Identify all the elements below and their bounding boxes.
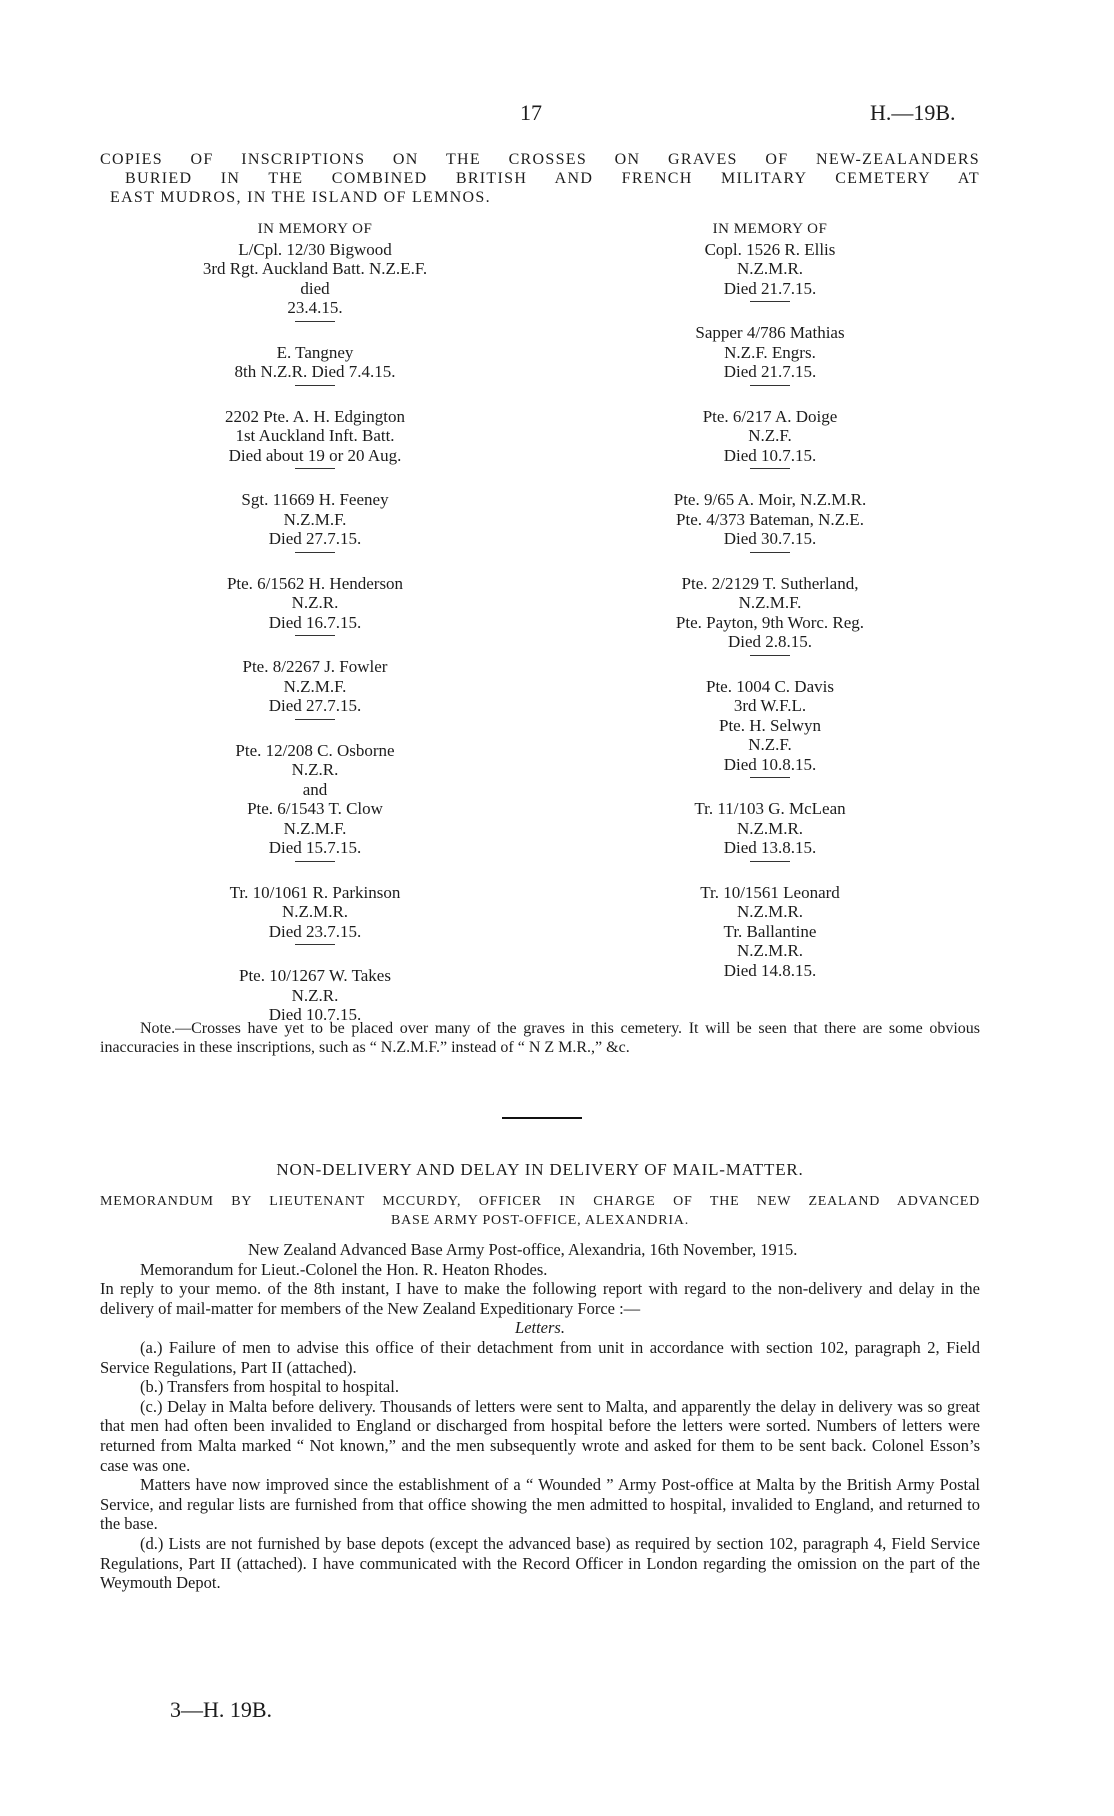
- left-inscriptions-column: [170, 220, 460, 1025]
- memo-intro: In reply to your memo. of the 8th instant, I have to make the following report with regard to the non-delivery and delay in the delivery of mail-matter for members of the New Zealand Expeditionary Force :—: [100, 1279, 980, 1318]
- inscription-line: 3rd W.F.L.: [733, 696, 807, 715]
- entry-gap: [625, 659, 915, 677]
- entry-gap: [625, 389, 915, 407]
- inscription-entry: [170, 240, 460, 318]
- inscription-entry: [625, 883, 915, 981]
- inscription-line: N.Z.M.F.: [283, 818, 347, 838]
- inscription-entry: [625, 799, 915, 858]
- right-inscriptions-column: [625, 220, 915, 980]
- entry-gap: [170, 865, 460, 883]
- memo-paragraph-a: (a.) Failure of men to advise this office of their detachment from unit in accordance with section 102, paragraph 2, Field Service Regulations, Part II (attached).: [100, 1337, 980, 1377]
- entry-separator: [295, 719, 335, 720]
- inscription-line: died: [300, 278, 330, 298]
- inscription-line: Died 14.8.15.: [723, 960, 817, 980]
- inscription-line: N.Z.R.: [291, 985, 339, 1005]
- inscription-line: Copl. 1526 R. Ellis: [704, 239, 836, 259]
- signature-mark: 3—H. 19B.: [170, 1697, 273, 1722]
- entry-separator: [750, 385, 790, 386]
- inscription-line: Died 21.7.15.: [723, 362, 817, 381]
- inscription-line: N.Z.M.R.: [281, 902, 349, 921]
- inscription-entry: [170, 883, 460, 942]
- inscription-entry: [625, 574, 915, 652]
- entry-separator: [295, 944, 335, 945]
- entry-gap: [170, 556, 460, 574]
- inscription-list: [170, 240, 460, 1025]
- entry-separator: [295, 552, 335, 553]
- entry-gap: [170, 472, 460, 490]
- memo-paragraph-b: (b.) Transfers from hospital to hospital.: [140, 1377, 399, 1397]
- report-reference: H.—19B.: [870, 100, 956, 125]
- inscription-entry: [170, 574, 460, 633]
- column-heading: IN MEMORY OF: [712, 221, 828, 237]
- memo-paragraph-d: (d.) Lists are not furnished by base depots (except the advanced base) as required by section 102, paragraph 4, Field Service Regulations, Part II (attached). I have communicated with the Record Officer in London regarding the omission on the part of the Weymouth Depot.: [100, 1533, 980, 1593]
- inscription-entry: [170, 657, 460, 716]
- inscription-line: N.Z.M.F.: [283, 509, 347, 529]
- entry-separator: [295, 861, 335, 862]
- byline-line-1: MEMORANDUM BY LIEUTENANT MCCURDY, OFFICER IN CHARGE OF THE NEW ZEALAND ADVANCED: [100, 1194, 980, 1209]
- inscription-line: Died 27.7.15.: [268, 529, 362, 548]
- inscription-line: Pte. 6/217 A. Doige: [702, 406, 838, 426]
- inscription-line: 8th N.Z.R. Died 7.4.15.: [234, 362, 396, 381]
- memorandum-body: [100, 1240, 980, 1593]
- inscription-line: Died 10.7.15.: [268, 1005, 362, 1024]
- inscription-line: Pte. 4/373 Bateman, N.Z.E.: [676, 509, 864, 529]
- inscription-entry: [625, 240, 915, 299]
- entry-separator: [750, 552, 790, 553]
- inscription-line: Pte. 6/1543 T. Clow: [247, 799, 383, 818]
- memo-dateline: New Zealand Advanced Base Army Post-office, Alexandria, 16th November, 1915.: [248, 1240, 798, 1259]
- inscription-line: and: [302, 779, 328, 799]
- entry-gap: [170, 639, 460, 657]
- heading-line-3: EAST MUDROS, IN THE ISLAND OF LEMNOS.: [110, 189, 491, 206]
- inscription-line: Tr. 11/103 G. McLean: [694, 799, 846, 818]
- entry-gap: [625, 556, 915, 574]
- entry-separator: [295, 635, 335, 636]
- entry-separator: [295, 468, 335, 469]
- inscription-line: Sapper 4/786 Mathias: [695, 323, 845, 342]
- section-title: NON-DELIVERY AND DELAY IN DELIVERY OF MAIL-MATTER.: [276, 1160, 804, 1179]
- inscription-line: Pte. 6/1562 H. Henderson: [226, 573, 404, 593]
- memo-addressee: Memorandum for Lieut.-Colonel the Hon. R. Heaton Rhodes.: [140, 1259, 548, 1279]
- column-heading: IN MEMORY OF: [257, 221, 373, 237]
- page-number: 17: [520, 100, 542, 125]
- inscription-line: Died 30.7.15.: [723, 529, 817, 548]
- inscription-line: Died 10.7.15.: [723, 445, 817, 465]
- inscription-entry: [170, 343, 460, 382]
- inscription-entry: [625, 490, 915, 549]
- inscription-line: Died 23.7.15.: [268, 921, 362, 941]
- byline-line-2: BASE ARMY POST-OFFICE, ALEXANDRIA.: [390, 1213, 690, 1228]
- entry-gap: [170, 723, 460, 741]
- inscription-line: N.Z.M.R.: [736, 259, 804, 278]
- inscription-entry: [170, 966, 460, 1025]
- inscription-line: Tr. 10/1561 Leonard: [700, 882, 840, 902]
- heading-line-2: BURIED IN THE COMBINED BRITISH AND FRENCH MILITARY CEMETERY AT: [125, 170, 980, 187]
- entry-separator: [750, 468, 790, 469]
- inscription-line: Died 2.8.15.: [727, 632, 813, 651]
- inscription-line: N.Z.F. Engrs.: [724, 342, 816, 362]
- entry-gap: [625, 305, 915, 323]
- memo-paragraph-matters: Matters have now improved since the establishment of a “ Wounded ” Army Post-office at Malta by the British Army Postal Service, and regular lists are furnished from that office showing the men admitted to hospital, invalided to England, and returned to the base.: [100, 1475, 980, 1534]
- inscription-line: Sgt. 11669 H. Feeney: [241, 490, 389, 509]
- inscription-line: Died about 19 or 20 Aug.: [228, 445, 402, 465]
- inscription-line: N.Z.F.: [748, 426, 792, 445]
- inscription-line: N.Z.M.R.: [736, 902, 804, 921]
- inscription-line: Pte. 8/2267 J. Fowler: [242, 657, 388, 676]
- inscription-line: Died 10.8.15.: [723, 754, 817, 774]
- entry-gap: [170, 948, 460, 966]
- entry-separator: [750, 655, 790, 656]
- memo-subheading: Letters.: [515, 1318, 565, 1338]
- memorandum-byline: [100, 1192, 980, 1230]
- entry-separator: [750, 777, 790, 778]
- inscription-entry: [170, 741, 460, 858]
- inscription-line: Died 16.7.15.: [268, 612, 362, 632]
- inscription-line: Died 21.7.15.: [723, 278, 817, 298]
- heading-line-1: COPIES OF INSCRIPTIONS ON THE CROSSES ON GRAVES OF NEW-ZEALANDERS: [100, 151, 980, 168]
- entry-gap: [170, 325, 460, 343]
- inscription-line: Died 13.8.15.: [723, 838, 817, 857]
- entry-separator: [295, 385, 335, 386]
- inscription-line: Pte. H. Selwyn: [719, 715, 821, 735]
- inscription-line: 1st Auckland Inft. Batt.: [235, 426, 395, 445]
- inscription-entry: [625, 323, 915, 382]
- inscription-line: Pte. Payton, 9th Worc. Reg.: [675, 612, 865, 632]
- entry-gap: [625, 472, 915, 490]
- inscription-line: Tr. 10/1061 R. Parkinson: [229, 882, 401, 902]
- entry-gap: [625, 781, 915, 799]
- inscription-line: N.Z.M.R.: [736, 818, 804, 838]
- inscription-line: N.Z.M.F.: [283, 676, 347, 696]
- inscription-list: [625, 240, 915, 981]
- inscription-entry: [170, 407, 460, 466]
- inscription-line: 23.4.15.: [287, 298, 343, 317]
- inscription-line: N.Z.F.: [748, 735, 792, 754]
- section-divider: [502, 1117, 582, 1119]
- inscription-entry: [625, 677, 915, 775]
- inscription-line: Tr. Ballantine: [723, 921, 817, 941]
- inscription-line: L/Cpl. 12/30 Bigwood: [238, 239, 392, 259]
- inscription-line: Pte. 1004 C. Davis: [706, 676, 834, 696]
- entry-gap: [625, 865, 915, 883]
- memo-paragraph-c: (c.) Delay in Malta before delivery. Thousands of letters were sent to Malta, and apparently the delay in delivery was so great that men had often been invalided to England or discharged from hospital before the letters were sorted. Numbers of letters were returned from Malta marked “ Not known,” and the men subsequently wrote and asked for them to be sent back. Colonel Esson’s case was one.: [100, 1396, 980, 1475]
- inscription-line: N.Z.M.R.: [736, 941, 804, 960]
- inscription-line: Died 15.7.15.: [268, 838, 362, 857]
- inscription-line: N.Z.R.: [291, 760, 339, 779]
- inscription-line: 2202 Pte. A. H. Edgington: [225, 406, 405, 426]
- entry-separator: [750, 861, 790, 862]
- inscription-line: Pte. 2/2129 T. Sutherland,: [681, 573, 859, 593]
- inscription-line: N.Z.R.: [291, 593, 339, 612]
- note-paragraph: Note.—Crosses have yet to be placed over many of the graves in this cemetery. It will be seen that there are some obvious inaccuracies in these inscriptions, such as “ N.Z.M.F.” instead of “ N Z M.R.,” &c.: [100, 1020, 980, 1056]
- inscription-line: Pte. 12/208 C. Osborne: [235, 740, 395, 760]
- inscription-line: Pte. 10/1267 W. Takes: [239, 966, 391, 985]
- entry-gap: [170, 389, 460, 407]
- entry-separator: [750, 301, 790, 302]
- inscription-entry: [625, 407, 915, 466]
- inscription-line: Died 27.7.15.: [268, 696, 362, 715]
- inscription-line: N.Z.M.F.: [738, 593, 802, 612]
- inscription-line: Pte. 9/65 A. Moir, N.Z.M.R.: [673, 490, 867, 509]
- entry-separator: [295, 321, 335, 322]
- inscription-entry: [170, 490, 460, 549]
- inscription-line: E. Tangney: [276, 342, 354, 362]
- inscription-line: 3rd Rgt. Auckland Batt. N.Z.E.F.: [202, 259, 428, 278]
- inscriptions-heading: [100, 150, 980, 207]
